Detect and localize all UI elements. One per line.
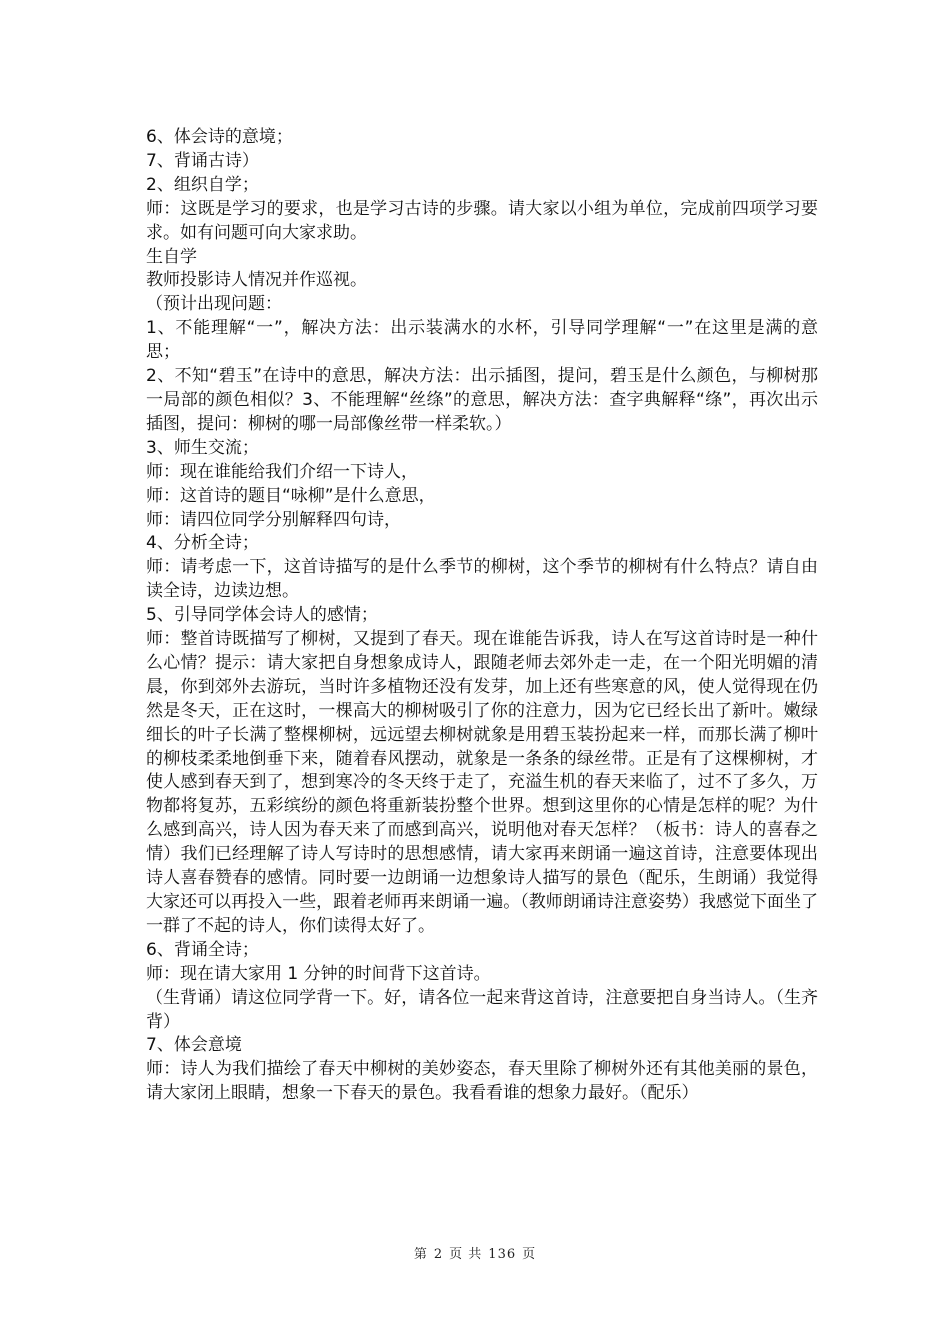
paragraph-2: 7、背诵古诗） [146, 150, 259, 171]
paragraph-14: 4、分析全诗； [146, 533, 259, 554]
footer-prefix: 第 [413, 1247, 428, 1262]
paragraph-9: 2、不知“碧玉”在诗中的意思，解决方法：出示插图，提问，碧玉是什么颜色，与柳树那一局部的颜色相似？3、不能理解“丝绦”的意思，解决方法：查字典解释“绦”，再次出示插图，提问：柳树的哪一局部像丝带一样柔软。） [146, 366, 818, 434]
paragraph-18: 6、背诵全诗； [146, 939, 259, 960]
paragraph-12: 师：这首诗的题目“咏柳”是什么意思， [146, 485, 436, 506]
paragraph-3: 2、组织自学； [146, 174, 259, 195]
paragraph-7: （预计出现问题： [146, 294, 282, 315]
paragraph-5: 生自学 [146, 246, 197, 267]
footer-middle: 页 共 [449, 1247, 483, 1262]
paragraph-21: 7、体会意境 [146, 1035, 242, 1056]
paragraph-22: 师：诗人为我们描绘了春天中柳树的美妙姿态，春天里除了柳树外还有其他美丽的景色，请大家闭上眼睛，想象一下春天的景色。我看看谁的想象力最好。（配乐） [146, 1059, 818, 1104]
paragraph-8: 1、不能理解“一”，解决方法：出示装满水的水杯，引导同学理解“一”在这里是满的意思； [146, 318, 818, 363]
paragraph-15: 师：请考虑一下，这首诗描写的是什么季节的柳树，这个季节的柳树有什么特点？请自由读全诗，边读边想。 [146, 557, 818, 602]
paragraph-19: 师：现在请大家用 1 分钟的时间背下这首诗。 [146, 963, 491, 984]
paragraph-20: （生背诵）请这位同学背一下。好，请各位一起来背这首诗，注意要把自身当诗人。（生齐背） [146, 987, 818, 1032]
page-footer [0, 1247, 950, 1263]
paragraph-6: 教师投影诗人情况并作巡视。 [146, 270, 367, 291]
paragraph-13: 师：请四位同学分别解释四句诗， [146, 509, 401, 530]
paragraph-11: 师：现在谁能给我们介绍一下诗人， [146, 461, 418, 482]
paragraph-1: 6、体会诗的意境； [146, 127, 293, 147]
paragraph-16: 5、引导同学体会诗人的感情； [146, 605, 378, 626]
paragraph-10: 3、师生交流； [146, 437, 259, 458]
paragraph-17: 师：整首诗既描写了柳树，又提到了春天。现在谁能告诉我，诗人在写这首诗时是一种什么心情？提示：请大家把自身想象成诗人，跟随老师去郊外走一走，在一个阳光明媚的清晨，你到郊外去游玩，当时许多植物还没有发芽，加上还有些寒意的风，使人觉得现在仍然是冬天，正在这时，一棵高大的柳树吸引了你的注意力，因为它已经长出了新叶。嫩绿细长的叶子长满了整棵柳树，远远望去柳树就象是用碧玉装扮起来一样，而那长满了柳叶的柳枝柔柔地倒垂下来，随着春风摆动，就象是一条条的绿丝带。正是有了这棵柳树，才使人感到春天到了，想到寒冷的冬天终于走了，充溢生机的春天来临了，过不了多久，万物都将复苏，五彩缤纷的颜色将重新装扮整个世界。想到这里你的心情是怎样的呢？为什么感到高兴，诗人因为春天来了而感到高兴，说明他对春天怎样？（板书：诗人的喜春之情）我们已经理解了诗人写诗时的思想感情，请大家再来朗诵一遍这首诗，注意要体现出诗人喜春赞春的感情。同时要一边朗诵一边想象诗人描写的景色（配乐，生朗诵）我觉得大家还可以再投入一些，跟着老师再来朗诵一遍。（教师朗诵诗注意姿势）我感觉下面坐了一群了不起的诗人，你们读得太好了。 [146, 629, 818, 936]
document-body [146, 126, 818, 1106]
footer-suffix: 页 [522, 1247, 537, 1262]
paragraph-4: 师：这既是学习的要求，也是学习古诗的步骤。请大家以小组为单位，完成前四项学习要求。如有问题可向大家求助。 [146, 198, 818, 243]
footer-current-page: 2 [433, 1247, 444, 1262]
footer-total-pages: 136 [488, 1247, 517, 1262]
